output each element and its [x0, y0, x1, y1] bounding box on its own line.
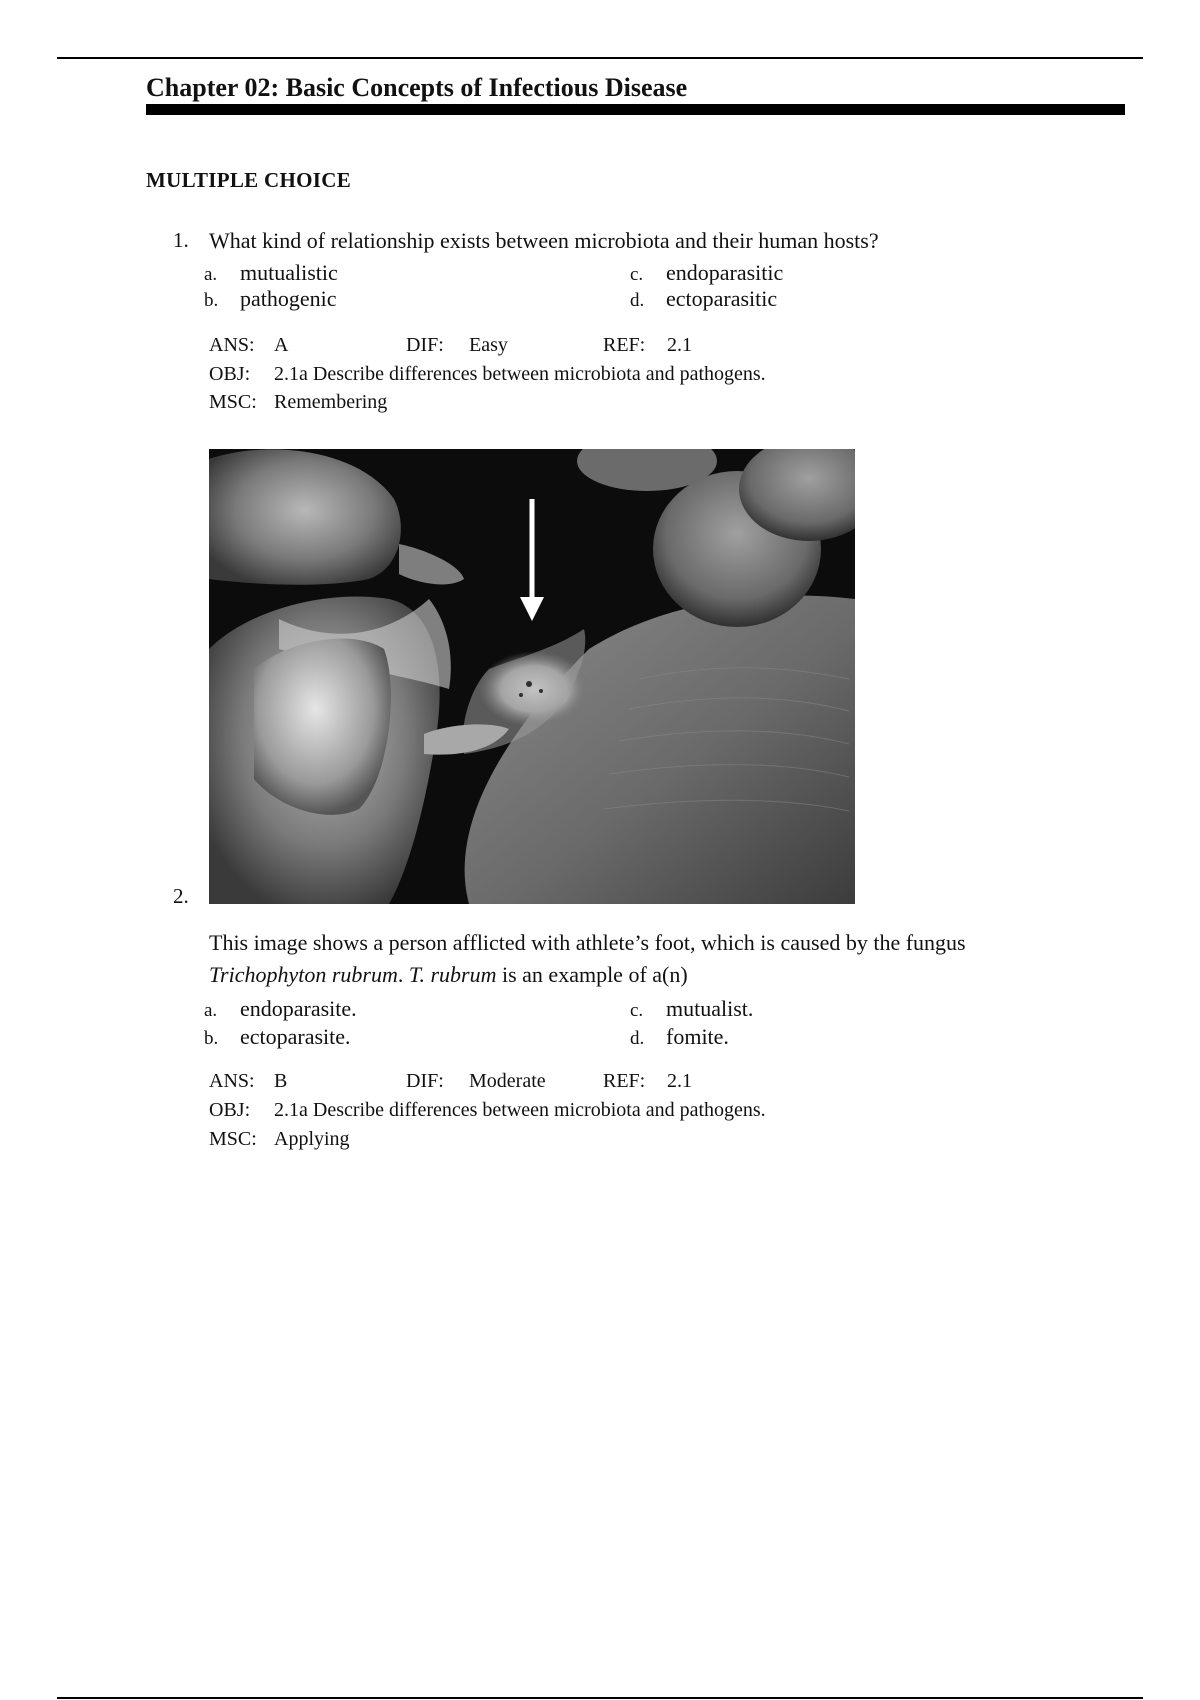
- msc-value: Applying: [274, 1128, 350, 1150]
- title-underline-bar: [146, 104, 1125, 115]
- option-letter: a.: [204, 264, 218, 285]
- obj-value: 2.1a Describe differences between microbiota and pathogens.: [274, 1099, 766, 1121]
- msc-line: [209, 391, 387, 414]
- species-name: Trichophyton rubrum: [209, 962, 398, 987]
- obj-value: 2.1a Describe differences between microbiota and pathogens.: [274, 363, 766, 385]
- option-letter: a.: [204, 1000, 218, 1021]
- top-rule: [57, 57, 1143, 59]
- dif-label: DIF:: [406, 1070, 444, 1092]
- athletes-foot-photo: [209, 449, 855, 904]
- objective-line: [209, 363, 766, 386]
- answer-line: [209, 1070, 692, 1093]
- question-stem: [209, 927, 1109, 991]
- ans-value: A: [274, 334, 289, 356]
- msc-value: Remembering: [274, 391, 388, 413]
- option-text: endoparasite.: [240, 996, 357, 1021]
- option-letter: c.: [630, 1000, 644, 1021]
- section-heading: MULTIPLE CHOICE: [146, 168, 352, 192]
- stem-text-end: is an example of a(n): [496, 962, 688, 987]
- option-letter: b.: [204, 290, 219, 311]
- option-letter: d.: [630, 1028, 645, 1049]
- option-text: pathogenic: [240, 286, 337, 311]
- question-stem: What kind of relationship exists between microbiota and their human hosts?: [209, 228, 879, 253]
- option-letter: b.: [204, 1028, 219, 1049]
- msc-label: MSC:: [209, 391, 257, 413]
- option-c: [630, 996, 753, 1022]
- ref-value: 2.1: [667, 1070, 692, 1092]
- option-text: mutualistic: [240, 260, 338, 285]
- stem-separator: .: [397, 962, 409, 987]
- option-c: [630, 260, 783, 286]
- dif-label: DIF:: [406, 334, 444, 356]
- obj-label: OBJ:: [209, 363, 251, 385]
- option-letter: c.: [630, 264, 644, 285]
- option-text: ectoparasite.: [240, 1024, 351, 1049]
- question-number: 1.: [173, 228, 189, 252]
- option-d: [630, 286, 777, 312]
- obj-label: OBJ:: [209, 1099, 251, 1121]
- ans-label: ANS:: [209, 334, 255, 356]
- dif-value: Moderate: [469, 1070, 546, 1092]
- dif-value: Easy: [469, 334, 508, 356]
- question-number: 2.: [173, 884, 189, 908]
- msc-line: [209, 1128, 350, 1151]
- species-abbrev: T. rubrum: [408, 962, 497, 987]
- option-letter: d.: [630, 290, 645, 311]
- option-b: [204, 1024, 351, 1050]
- ans-value: B: [274, 1070, 288, 1092]
- ans-label: ANS:: [209, 1070, 255, 1092]
- msc-label: MSC:: [209, 1128, 257, 1150]
- option-text: fomite.: [666, 1024, 729, 1049]
- objective-line: [209, 1099, 766, 1122]
- ref-label: REF:: [603, 1070, 646, 1092]
- bottom-rule: [57, 1697, 1143, 1699]
- option-a: [204, 996, 357, 1022]
- ref-value: 2.1: [667, 334, 692, 356]
- option-text: endoparasitic: [666, 260, 784, 285]
- option-b: [204, 286, 337, 312]
- ref-label: REF:: [603, 334, 646, 356]
- option-text: ectoparasitic: [666, 286, 778, 311]
- option-a: [204, 260, 338, 286]
- option-text: mutualist.: [666, 996, 754, 1021]
- answer-line: [209, 334, 692, 357]
- chapter-title: Chapter 02: Basic Concepts of Infectious Disease: [146, 73, 688, 102]
- stem-text: This image shows a person afflicted with athlete’s foot, which is caused by the fungus: [209, 930, 966, 955]
- option-d: [630, 1024, 729, 1050]
